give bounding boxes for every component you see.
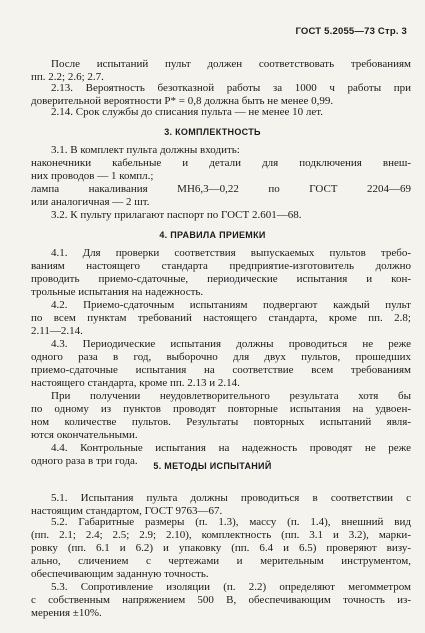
text-line: 4.4. Контрольные испытания на надежность проводят не реже <box>51 442 411 454</box>
section-heading: 4. ПРАВИЛА ПРИЕМКИ <box>159 230 266 240</box>
text-line: настоящего стандарта, кроме пп. 2.13 и 2.14. <box>31 377 240 389</box>
text-line: настоящим стандартом, ГОСТ 9763—67. <box>31 505 223 517</box>
text-line: пп. 2.2; 2.6; 2.7. <box>31 71 104 83</box>
text-line: 2.11—2.14. <box>31 325 83 337</box>
text-line: После испытаний пульт должен соответствовать требованиям <box>51 58 411 70</box>
text-line: При получении неудовлетворительного результата хотя бы <box>51 390 411 402</box>
text-line: (пп. 2.1; 2.4; 2.5; 2.9; 2.10), комплектность (пп. 3.1 и 3.2), марки- <box>31 529 411 541</box>
text-line: по одному из пунктов проводят повторные испытания на удвоен- <box>31 403 411 415</box>
section-heading: 5. МЕТОДЫ ИСПЫТАНИЙ <box>153 461 272 471</box>
text-line: 4.1. Для проверки соответствия выпускаемых пультов требо- <box>51 247 411 259</box>
text-line: проводить приемо-сдаточные, периодические испытания и кон- <box>31 273 411 285</box>
text-line: ваниям настоящего стандарта предприятие-изготовитель должно <box>31 260 411 272</box>
text-line: 4.2. Приемо-сдаточным испытаниям подвергают каждый пульт <box>51 299 411 311</box>
text-line: 3.2. К пульту прилагают паспорт по ГОСТ 2.601—68. <box>51 209 302 221</box>
section-heading: 3. КОМПЛЕКТНОСТЬ <box>164 127 261 137</box>
text-line: 3.1. В комплект пульта должны входить: <box>51 144 240 156</box>
text-line: них проводов — 1 компл.; <box>31 170 154 182</box>
text-line: трольные испытания на надежность. <box>31 286 204 298</box>
text-line: с собственным напряжением 500 В, обеспечивающим точность из- <box>31 594 411 606</box>
text-line: 5.2. Габаритные размеры (п. 1.3), массу (п. 1.4), внешний вид <box>51 516 411 528</box>
text-line: одного раза в три года. <box>31 455 138 467</box>
text-line: 2.13. Вероятность безотказной работы за 1000 ч работы при <box>51 82 411 94</box>
text-line: или аналогичная — 2 шт. <box>31 196 150 208</box>
text-line: приемо-сдаточные испытания на соответствие всем требованиям <box>31 364 411 376</box>
text-line: 5.1. Испытания пульта должны проводиться в соответствии с <box>51 492 411 504</box>
text-line: лампа накаливания МН6,3—0,22 по ГОСТ 2204—69 <box>31 183 411 195</box>
text-line: ально, сличением с чертежами и мерительным инструментом, <box>31 555 411 567</box>
text-line: ном количестве пультов. Результаты повторных испытаний явля- <box>31 416 411 428</box>
text-line: мерения ±10%. <box>31 607 102 619</box>
text-line: одного раза в год, выборочно для двух пультов, прошедших <box>31 351 411 363</box>
text-line: по всем пунктам требований настоящего стандарта, кроме пп. 2.8; <box>31 312 411 324</box>
text-line: 5.3. Сопротивление изоляции (п. 2.2) определяют мегомметром <box>51 581 411 593</box>
text-line: ются окончательными. <box>31 429 138 441</box>
text-line: наконечники кабельные и детали для подключения внеш- <box>31 157 411 169</box>
text-line: доверительной вероятности P* = 0,8 должна быть не менее 0,99. <box>31 95 334 107</box>
text-line: 4.3. Периодические испытания должны проводиться не реже <box>51 338 411 350</box>
text-line: обеспечивающим заданную точность. <box>31 568 209 580</box>
text-line: 2.14. Срок службы до списания пульта — не менее 10 лет. <box>51 106 324 118</box>
text-line: ровку (пп. 6.1 и 6.2) и упаковку (пп. 6.4 и 6.5) проверяют визу- <box>31 542 411 554</box>
page-header: ГОСТ 5.2055—73 Стр. 3 <box>295 26 407 37</box>
